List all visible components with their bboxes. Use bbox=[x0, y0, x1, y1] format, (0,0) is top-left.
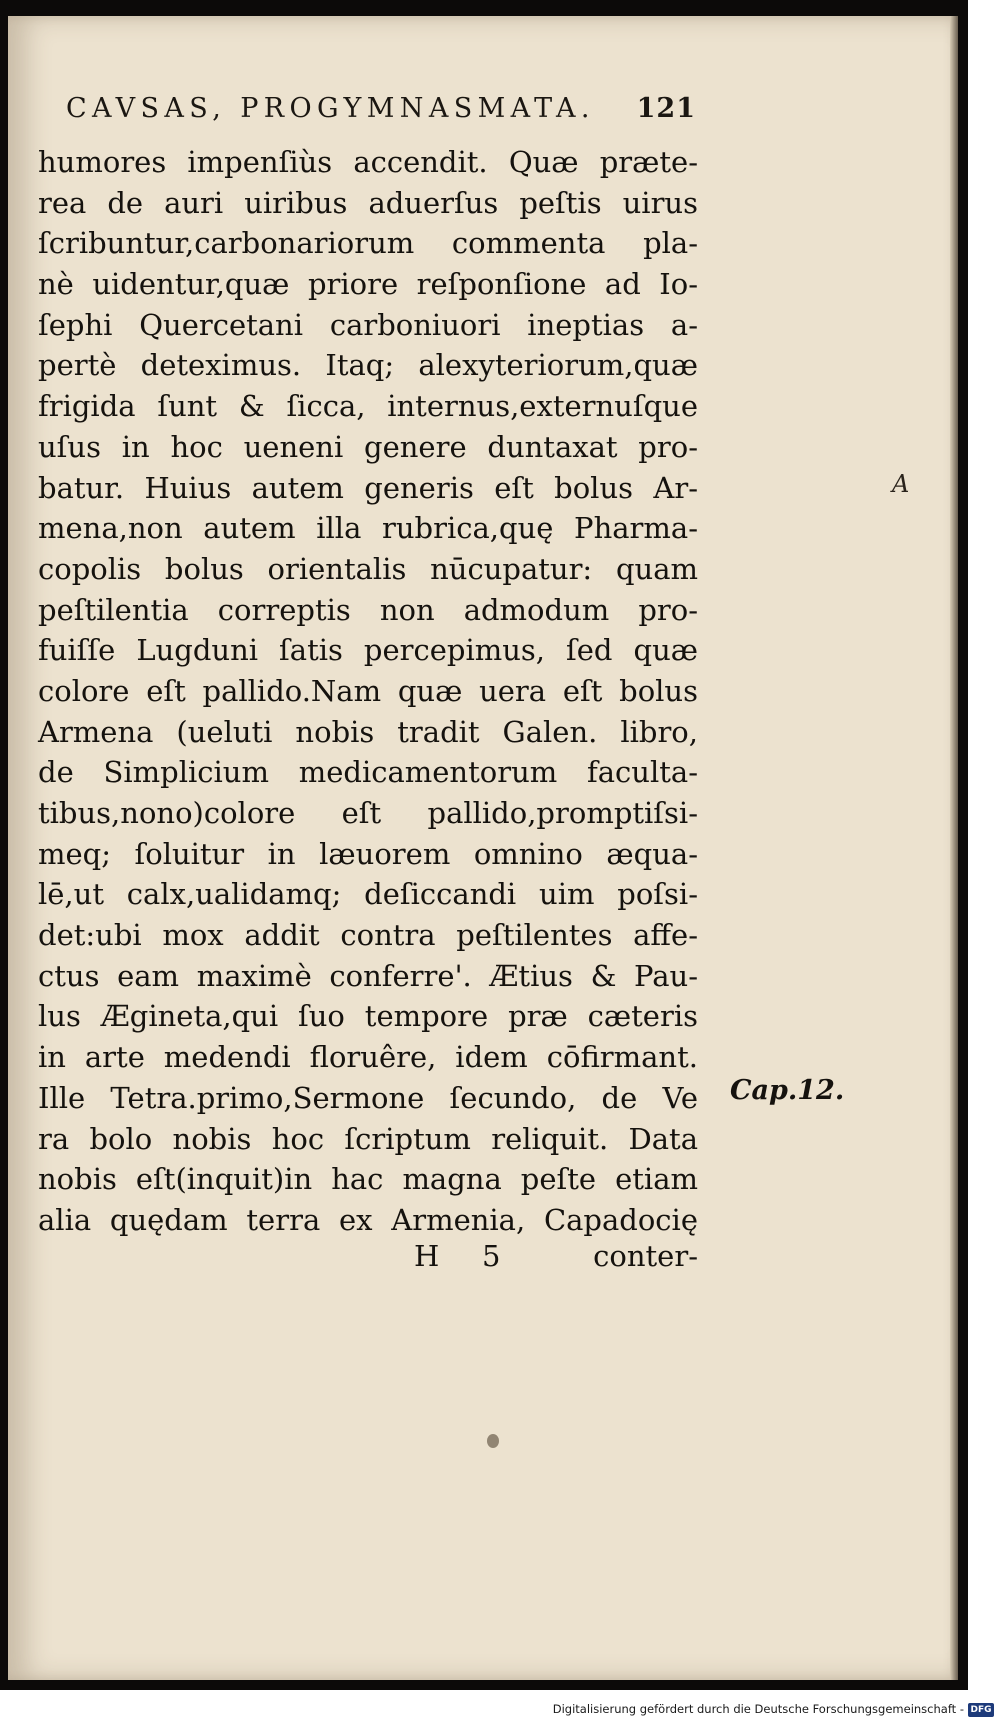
ink-blot-ornament bbox=[487, 1434, 499, 1448]
text-line: lē,ut calx,ualidamq; deſiccandi uim poſsi- bbox=[38, 877, 698, 912]
running-head-title: CAVSAS, PROGYMNASMATA. bbox=[66, 93, 595, 124]
text-line: ſcribuntur,carbonariorum commenta pla- bbox=[38, 226, 698, 261]
signature-number: 5 bbox=[482, 1239, 501, 1273]
text-line: peſtilentia correptis non admodum pro- bbox=[38, 592, 698, 627]
body-text bbox=[38, 142, 698, 1241]
margin-handwritten-mark: A bbox=[892, 470, 910, 498]
text-line: mena,non autem illa rubrica,quę Pharma- bbox=[38, 511, 698, 546]
page-edge-shadow bbox=[950, 16, 958, 1680]
text-line: meq; ſoluitur in læuorem omnino æqua- bbox=[38, 836, 698, 871]
text-line: in arte medendi floruêre, idem cōfirmant. bbox=[38, 1040, 698, 1075]
text-line: humores impenſiùs accendit. Quæ præte- bbox=[38, 145, 698, 179]
text-line: ra bolo nobis hoc ſcriptum reliquit. Data bbox=[38, 1121, 698, 1156]
text-line: batur. Huius autem generis eſt bolus Ar- bbox=[38, 470, 698, 505]
running-head bbox=[66, 93, 696, 133]
text-line: Armena (ueluti nobis tradit Galen. libro, bbox=[38, 714, 698, 749]
text-line: pertè deteximus. Itaq; alexyteriorum,quæ bbox=[38, 348, 698, 383]
text-line: de Simplicium medicamentorum faculta- bbox=[38, 755, 698, 790]
text-line: fuiſſe Lugduni ſatis percepimus, ſed quæ bbox=[38, 633, 698, 668]
catchword: conter- bbox=[593, 1239, 698, 1273]
text-line: nobis eſt(inquit)in hac magna peſte etiam bbox=[38, 1162, 698, 1197]
digitization-credit: Digitalisierung gefördert durch die Deutsche Forschungsgemeinschaft - bbox=[552, 1702, 964, 1716]
text-line: ſephi Quercetani carboniuori ineptias a- bbox=[38, 307, 698, 342]
text-line: alia quędam terra ex Armenia, Capadocię bbox=[38, 1202, 698, 1237]
page-number: 121 bbox=[636, 93, 696, 124]
text-line: Ille Tetra.primo,Sermone ſecundo, de Ve bbox=[38, 1080, 698, 1115]
text-line: frigida ſunt & ſicca, internus,externuſque bbox=[38, 389, 698, 424]
signature-letter: H bbox=[414, 1239, 440, 1273]
text-line: colore eſt pallido.Nam quæ uera eſt bolus bbox=[38, 673, 698, 708]
text-line: nè uidentur,quæ priore reſponſione ad Io- bbox=[38, 267, 698, 302]
signature-line bbox=[38, 1236, 698, 1276]
text-line: lus Ægineta,qui ſuo tempore præ cæteris bbox=[38, 999, 698, 1034]
text-line: tibus,nono)colore eſt pallido,promptiſsi- bbox=[38, 796, 698, 830]
marginal-chapter-note: Cap.12. bbox=[730, 1075, 845, 1106]
text-line: copolis bolus orientalis nūcupatur: quam bbox=[38, 551, 698, 586]
text-line: ctus eam maximè conferre'. Ætius & Pau- bbox=[38, 958, 698, 993]
text-line: rea de auri uiribus aduerſus peſtis uirus bbox=[38, 185, 698, 220]
text-line: uſus in hoc ueneni genere duntaxat pro- bbox=[38, 429, 698, 464]
text-line: det:ubi mox addit contra peſtilentes affe- bbox=[38, 918, 698, 953]
dfg-logo: DFG bbox=[968, 1703, 994, 1717]
